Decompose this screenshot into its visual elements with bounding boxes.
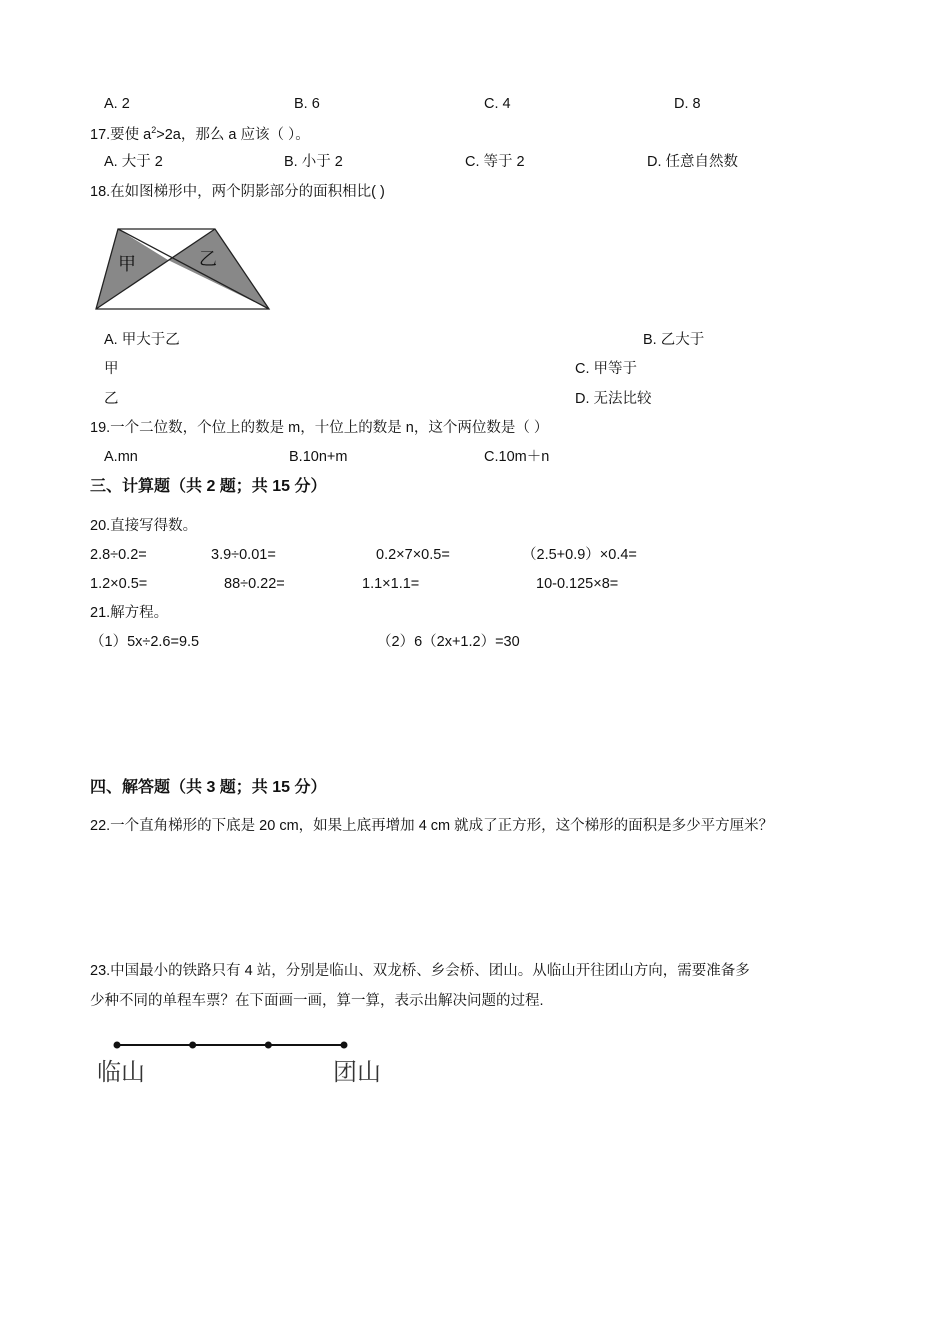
q20-item: 3.9÷0.01= <box>211 547 276 563</box>
q21-equation-2: （2）6（2x+1.2）=30 <box>377 634 520 650</box>
station-start-label: 临山 <box>97 1058 145 1086</box>
q23-question-line-2: 少种不同的单程车票？在下面画一画，算一算，表示出解决问题的过程. <box>90 993 544 1009</box>
q20-item: 1.2×0.5= <box>90 576 148 592</box>
shaded-triangle-right <box>168 229 269 309</box>
q18-option-c-continuation: 乙 <box>104 391 119 407</box>
q20-item: 2.8÷0.2= <box>90 547 147 563</box>
q17-prefix: 17.要使 a <box>90 127 152 143</box>
q20-item: （2.5+0.9）×0.4= <box>522 547 637 563</box>
q17-question <box>90 126 310 143</box>
section-4-heading: 四、解答题（共 3 题；共 15 分） <box>90 779 327 796</box>
station-dot <box>114 1042 121 1049</box>
q21-question: 21.解方程。 <box>90 605 169 621</box>
q16-option-a: A. 2 <box>104 96 130 112</box>
q17-superscript: 2 <box>151 125 157 135</box>
trapezoid-figure <box>95 227 270 312</box>
q18-question: 18.在如图梯形中，两个阴影部分的面积相比( ) <box>90 184 385 200</box>
q17-option-b: B. 小于 2 <box>284 154 343 170</box>
q21-equation-1: （1）5x÷2.6=9.5 <box>90 634 200 650</box>
q20-item: 88÷0.22= <box>224 576 285 592</box>
railway-line-figure <box>95 1038 395 1088</box>
label-jia: 甲 <box>118 254 136 275</box>
q16-option-d: D. 8 <box>674 96 701 112</box>
q17-option-c: C. 等于 2 <box>465 154 525 170</box>
section-3-heading: 三、计算题（共 2 题；共 15 分） <box>90 478 327 495</box>
q16-option-b: B. 6 <box>294 96 320 112</box>
q17-suffix: >2a，那么 a 应该（ ）。 <box>156 127 310 143</box>
label-yi: 乙 <box>199 249 217 270</box>
q17-option-d: D. 任意自然数 <box>647 154 739 170</box>
q19-option-a: A.mn <box>104 449 138 465</box>
q23-question-line-1: 23.中国最小的铁路只有 4 站，分别是临山、双龙桥、乡会桥、团山。从临山开往团山方向，需要准备多 <box>90 963 750 979</box>
q18-option-c: C. 甲等于 <box>575 361 638 377</box>
station-dot <box>189 1042 196 1049</box>
q19-option-b: B.10n+m <box>289 449 348 465</box>
q20-question: 20.直接写得数。 <box>90 518 198 534</box>
q19-question: 19.一个二位数，个位上的数是 m，十位上的数是 n，这个两位数是（ ） <box>90 420 549 436</box>
station-dot <box>265 1042 272 1049</box>
q17-option-a: A. 大于 2 <box>104 154 163 170</box>
q18-option-a: A. 甲大于乙 <box>104 332 180 348</box>
q18-option-d: D. 无法比较 <box>575 391 652 407</box>
q22-question: 22.一个直角梯形的下底是 20 cm，如果上底再增加 4 cm 就成了正方形，这个梯形的面积是多少平方厘米？ <box>90 818 774 834</box>
q16-option-c: C. 4 <box>484 96 511 112</box>
q20-item: 10-0.125×8= <box>536 576 619 592</box>
q20-item: 0.2×7×0.5= <box>376 547 450 563</box>
q20-item: 1.1×1.1= <box>362 576 420 592</box>
station-dot <box>341 1042 348 1049</box>
station-end-label: 团山 <box>333 1058 381 1086</box>
q18-option-b: B. 乙大于 <box>643 332 705 348</box>
q18-option-b-continuation: 甲 <box>104 361 119 377</box>
q19-option-c: C.10m＋n <box>484 449 550 465</box>
